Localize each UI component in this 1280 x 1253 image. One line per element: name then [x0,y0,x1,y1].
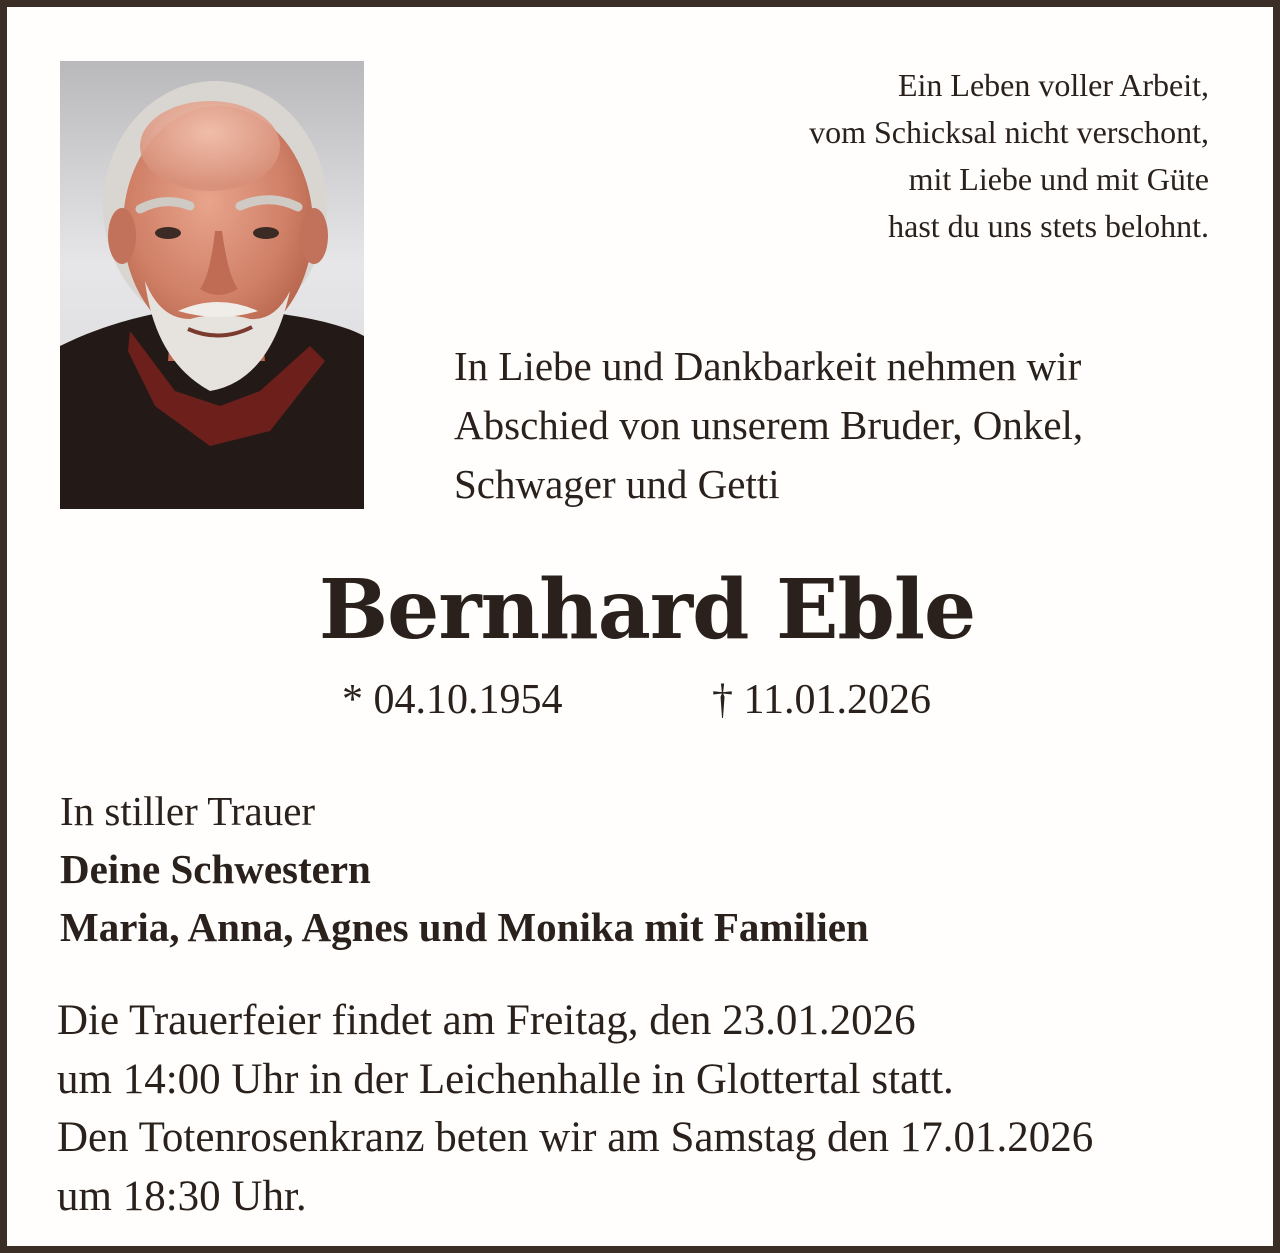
poem-line: vom Schicksal nicht verschont, [809,114,1209,150]
farewell-line: In Liebe und Dankbarkeit nehmen wir [454,343,1082,389]
poem-line: hast du uns stets belohnt. [888,208,1209,244]
poem-line: Ein Leben voller Arbeit, [897,67,1209,103]
death-date: † 11.01.2026 [712,677,931,723]
service-line: um 18:30 Uhr. [57,1172,307,1220]
service-line: um 14:00 Uhr in der Leichenhalle in Glottertal statt. [57,1055,954,1103]
service-line: Den Totenrosenkranz beten wir am Samstag den 17.01.2026 [57,1114,1094,1161]
farewell-line: Schwager und Getti [454,461,780,507]
service-details [57,992,1257,1226]
mourning-intro: In stiller Trauer [60,788,316,834]
mourners-relation: Deine Schwestern [60,846,371,892]
portrait-photo [60,61,364,509]
life-dates [7,675,1280,725]
service-line: Die Trauerfeier findet am Freitag, den 23.01.2026 [57,997,916,1044]
deceased-name: Bernhard Eble [318,562,976,658]
farewell-text [454,337,1234,514]
birth-date: * 04.10.1954 [342,677,563,723]
mourners-block [60,782,1160,956]
memorial-poem [649,62,1209,250]
poem-line: mit Liebe und mit Güte [908,161,1209,197]
farewell-line: Abschied von unserem Bruder, Onkel, [454,402,1084,448]
mourners-names: Maria, Anna, Agnes und Monika mit Familien [60,904,869,950]
